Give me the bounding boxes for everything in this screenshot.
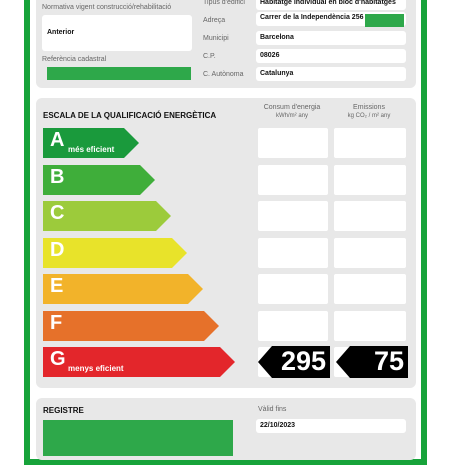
energy-desc-g: menys eficient [68, 364, 124, 373]
municipi-value: Barcelona [260, 34, 294, 41]
cp-value: 08026 [260, 52, 280, 59]
consum-cell-c [258, 201, 328, 231]
energy-arrow-shape-e [43, 274, 203, 304]
municipi-label: Municipi [203, 35, 229, 42]
consum-cell-d [258, 238, 328, 268]
emissions-header [333, 103, 405, 121]
emissions-value: 75 [373, 346, 404, 376]
registre-redacted-bar [43, 420, 233, 456]
normativa-label: Normativa vigent construcció/rehabilitació [42, 4, 172, 11]
autonoma-label: C. Autònoma [203, 71, 244, 78]
energy-letter-e: E [50, 275, 64, 297]
energy-arrow-e [43, 274, 203, 304]
tipus-label: Tipus d'edifici [203, 0, 245, 6]
energy-arrow-f [43, 311, 219, 341]
registre-title: REGISTRE [43, 406, 84, 415]
emissions-cell-d [334, 238, 406, 268]
normativa-value: Anterior [47, 29, 75, 36]
energy-letter-g: G [50, 348, 66, 370]
consum-cell-b [258, 165, 328, 195]
referencia-redacted-bar [47, 67, 191, 80]
consum-cell-a [258, 128, 328, 158]
scale-title: ESCALA DE LA QUALIFICACIÓ ENERGÈTICA [43, 111, 217, 120]
energy-letter-a: A [50, 129, 65, 151]
tipus-value: Habitatge individual en bloc d'habitatges [260, 0, 396, 6]
energy-arrow-g [43, 347, 235, 377]
emissions-title: Emissions [353, 104, 385, 111]
consum-header [257, 103, 327, 121]
energy-letter-c: C [50, 202, 65, 224]
adreca-value: Carrer de la Independència 256 [260, 14, 364, 21]
consum-cell-f [258, 311, 328, 341]
energy-arrow-shape-f [43, 311, 219, 341]
energy-arrow-b [43, 165, 155, 195]
consum-rating-badge [258, 346, 330, 378]
consum-unit: kWh/m² any [275, 113, 308, 119]
emissions-cell-b [334, 165, 406, 195]
adreca-redacted-bar [365, 14, 404, 27]
cp-label: C.P. [203, 53, 216, 60]
energy-arrow-a [43, 128, 139, 158]
valid-value: 22/10/2023 [260, 422, 296, 429]
energy-letter-f: F [50, 312, 63, 334]
energy-arrow-shape-d [43, 238, 187, 268]
emissions-cell-c [334, 201, 406, 231]
consum-title: Consum d'energia [263, 104, 321, 111]
consum-value: 295 [280, 346, 326, 376]
energy-arrow-c [43, 201, 171, 231]
energy-letter-b: B [50, 166, 65, 188]
valid-label: Vàlid fins [258, 406, 287, 413]
emissions-unit: kg CO₂ / m² any [347, 113, 391, 119]
emissions-cell-e [334, 274, 406, 304]
energy-letter-d: D [50, 239, 65, 261]
energy-desc-a: més eficient [68, 145, 115, 154]
energy-arrow-d [43, 238, 187, 268]
adreca-label: Adreça [203, 17, 226, 24]
autonoma-value: Catalunya [260, 70, 294, 77]
referencia-label: Referència cadastral [42, 56, 107, 63]
consum-cell-e [258, 274, 328, 304]
emissions-cell-f [334, 311, 406, 341]
emissions-rating-badge [336, 346, 408, 378]
emissions-cell-a [334, 128, 406, 158]
